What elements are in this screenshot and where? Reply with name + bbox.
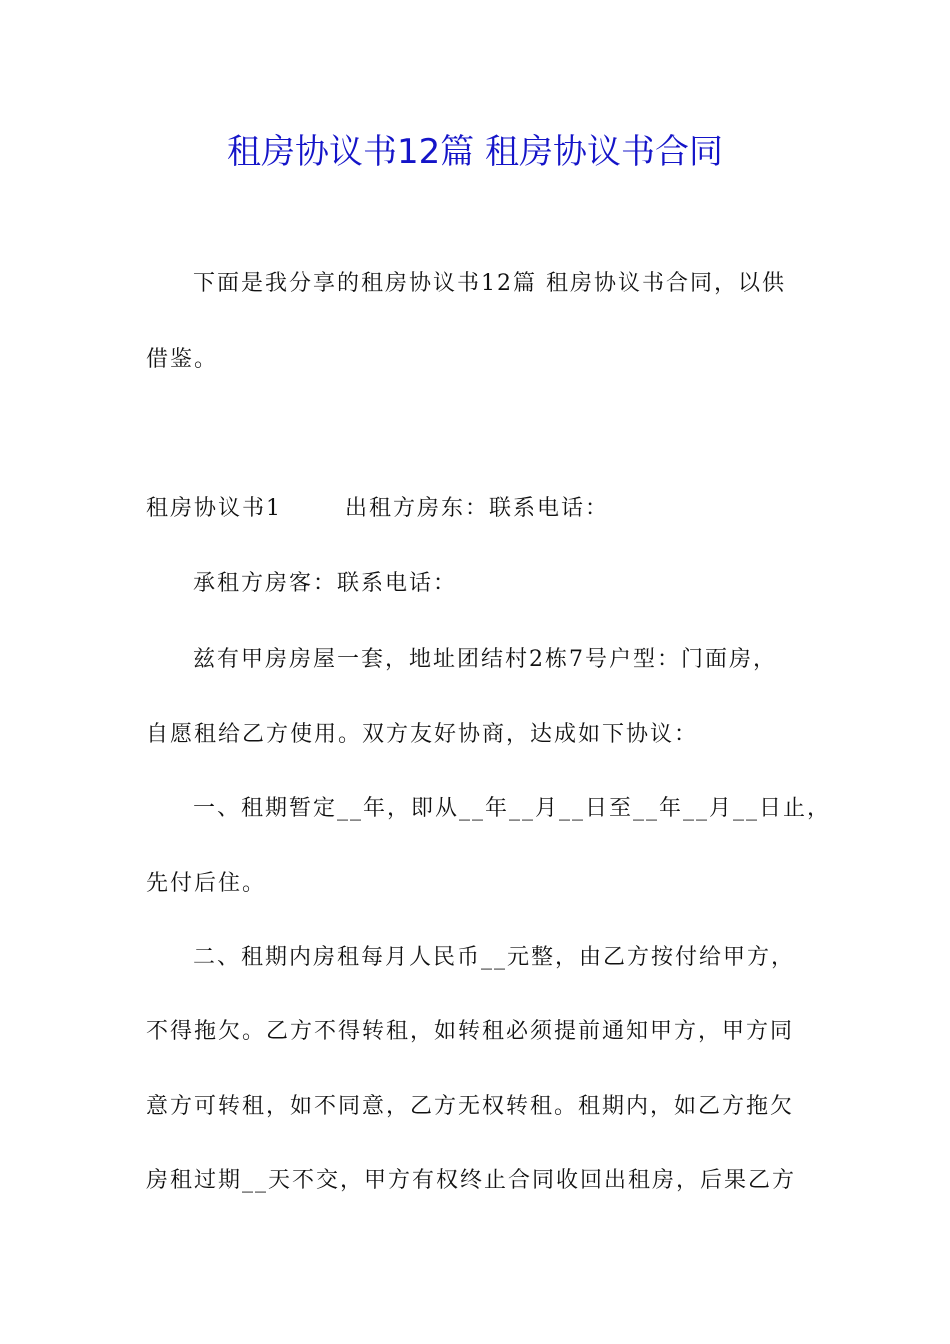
paragraph-line: 二、租期内房租每月人民币__元整，由乙方按付给甲方，: [193, 945, 796, 970]
paragraph-line: 承租方房客：联系电话：: [193, 571, 458, 596]
paragraph-line: 一、租期暂定__年，即从__年__月__日至__年__月__日止，: [193, 796, 832, 821]
paragraph-line: 房租过期__天不交，甲方有权终止合同收回出租房，后果乙方: [146, 1168, 797, 1193]
paragraph-line: 先付后住。: [146, 871, 267, 896]
paragraph-line: 自愿租给乙方使用。双方友好协商，达成如下协议：: [146, 722, 699, 747]
paragraph-line: 意方可转租，如不同意，乙方无权转租。租期内，如乙方拖欠: [146, 1094, 795, 1119]
paragraph-line: 兹有甲房房屋一套，地址团结村2栋7号户型：门面房，: [193, 647, 777, 672]
paragraph-line: 租房协议书1 出租方房东：联系电话：: [146, 496, 609, 521]
document-title: 租房协议书12篇 租房协议书合同: [226, 132, 724, 172]
paragraph-line: 下面是我分享的租房协议书12篇 租房协议书合同，以供: [193, 271, 786, 296]
paragraph-line: 借鉴。: [146, 347, 219, 372]
paragraph-line: 不得拖欠。乙方不得转租，如转租必须提前通知甲方，甲方同: [146, 1019, 795, 1044]
